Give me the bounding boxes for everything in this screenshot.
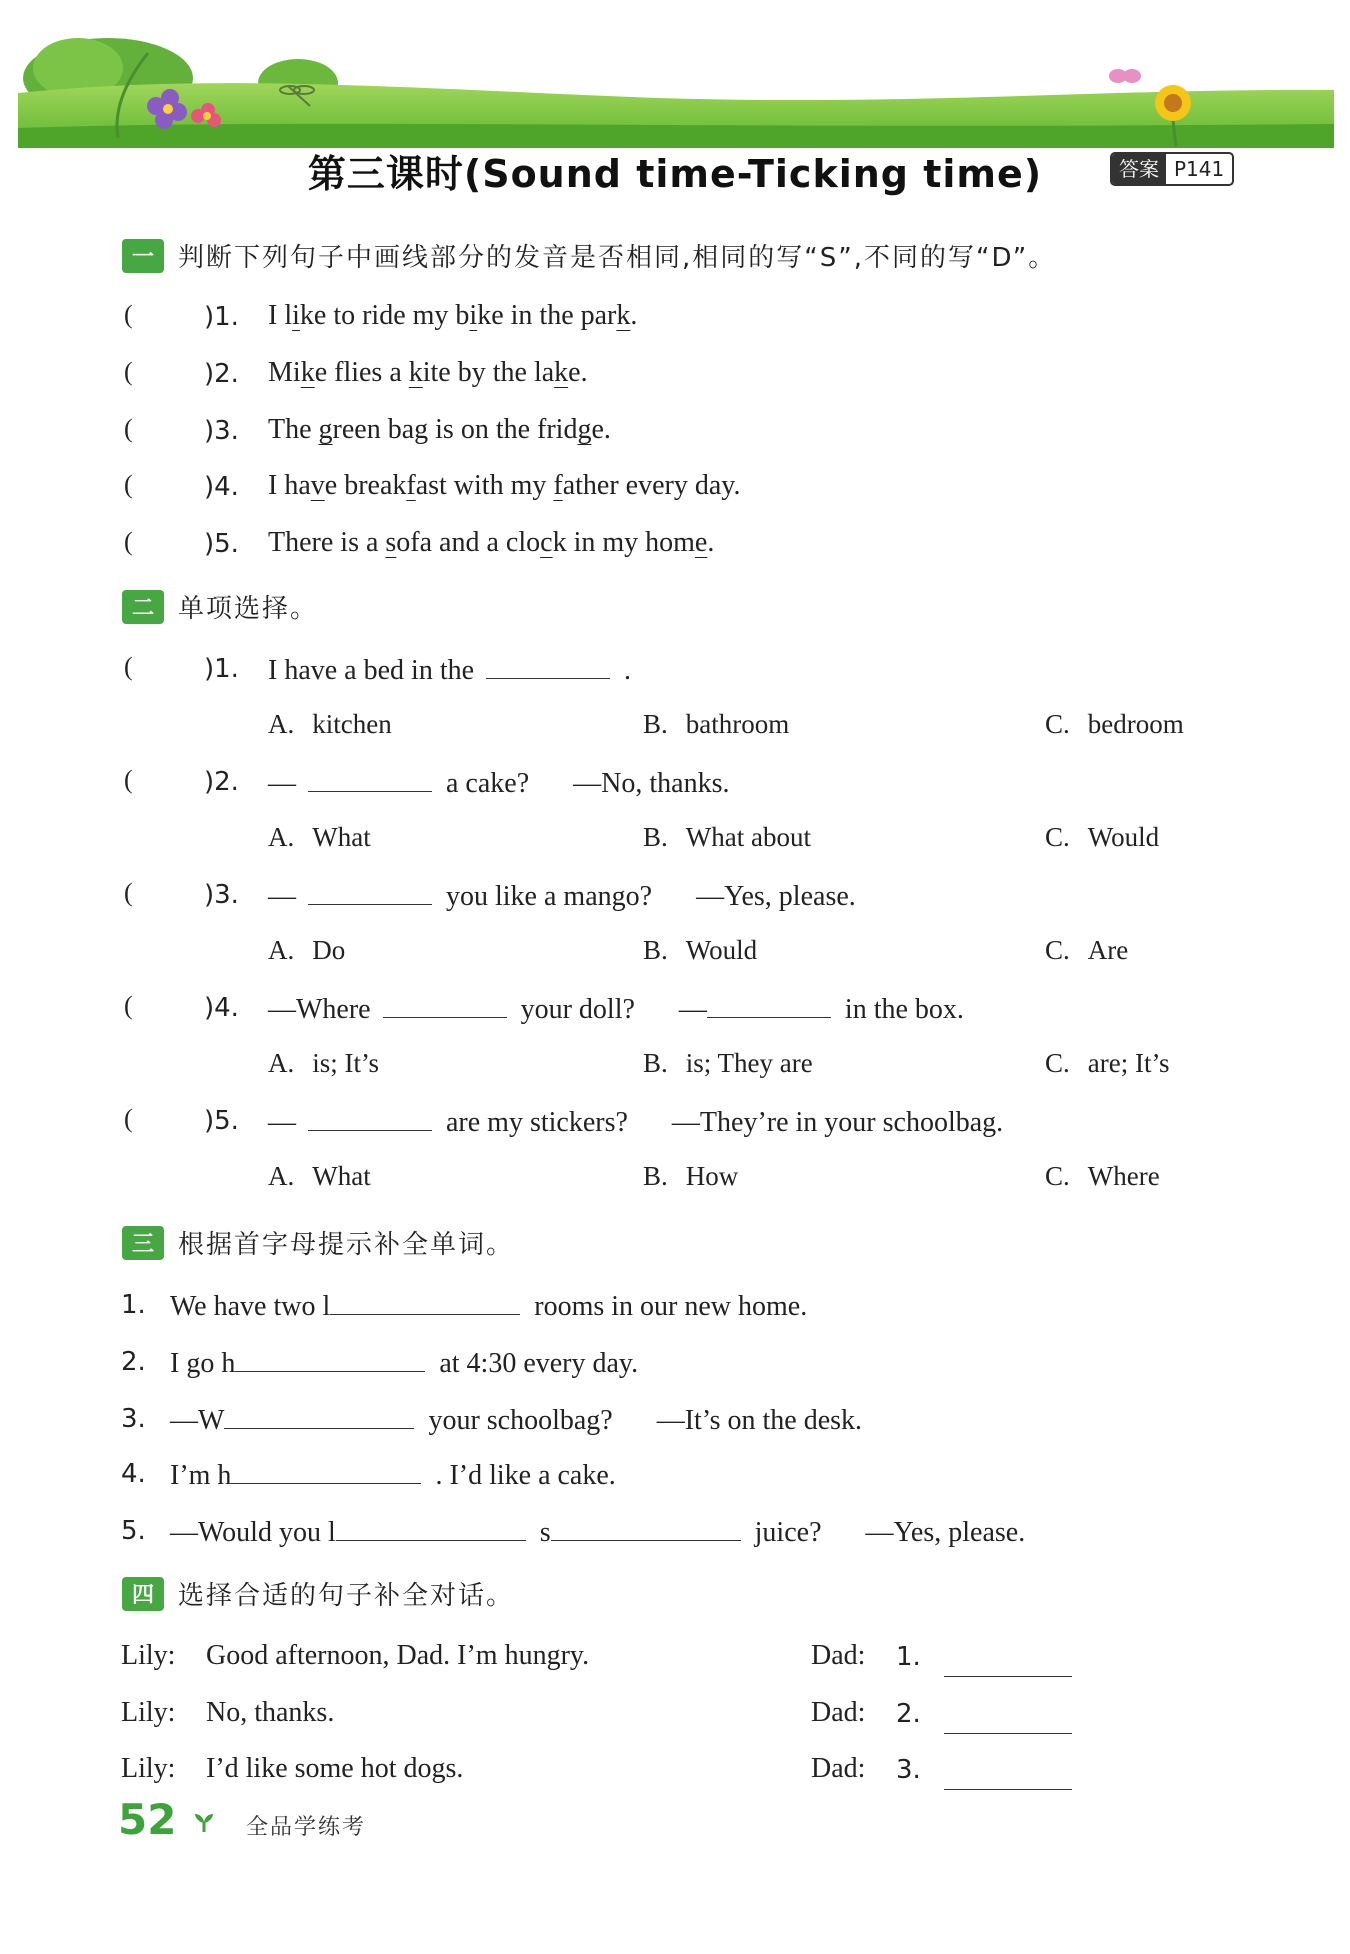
option-b[interactable] — [643, 1161, 738, 1192]
item-suffix: . I’d like a cake. — [435, 1460, 616, 1491]
dialogue-blank[interactable] — [944, 1733, 1072, 1734]
answer-blank[interactable] — [308, 765, 432, 792]
underlined-letter: k — [554, 357, 569, 388]
section-4-header — [122, 1575, 514, 1612]
answer-page: P141 — [1174, 157, 1225, 181]
dialogue-line: I’d like some hot dogs. — [206, 1753, 464, 1784]
underlined-letter: i — [292, 300, 300, 331]
question-text — [268, 991, 964, 1026]
option-c[interactable] — [1045, 1048, 1169, 1079]
section-1-title: 判断下列句子中画线部分的发音是否相同,相同的写“S”,不同的写“D”。 — [178, 243, 1057, 273]
item-mid: s — [539, 1517, 551, 1548]
item-prefix: I’m h — [170, 1460, 232, 1491]
question-text — [268, 1104, 1003, 1139]
underlined-letter: f — [406, 470, 416, 501]
option-text: kitchen — [312, 709, 392, 739]
section-3-title: 根据首字母提示补全单词。 — [178, 1230, 515, 1260]
answer-paren[interactable]: ( — [124, 878, 133, 907]
option-letter: A. — [268, 1161, 295, 1191]
dialogue-number: 3. — [896, 1755, 921, 1785]
reply-text: —Yes, please. — [865, 1517, 1026, 1548]
answer-paren[interactable]: ( — [124, 414, 133, 443]
option-text: How — [685, 1161, 739, 1191]
word-blank-2[interactable] — [551, 1514, 741, 1541]
question-number: )4. — [204, 993, 239, 1023]
answer-blank[interactable] — [308, 1104, 432, 1131]
option-a[interactable] — [268, 822, 371, 853]
question-text — [268, 652, 631, 687]
item-prefix: —W — [170, 1405, 225, 1436]
option-text: Are — [1087, 935, 1129, 965]
text-fragment: ke to ride my b — [299, 300, 470, 331]
dialogue-line: Good afternoon, Dad. I’m hungry. — [206, 1640, 590, 1671]
option-letter: A. — [268, 1048, 295, 1078]
section-3-header — [122, 1224, 514, 1261]
text-fragment: I l — [268, 300, 293, 331]
option-b[interactable] — [643, 935, 757, 966]
item-number: 3. — [121, 1404, 146, 1434]
item-text — [170, 1457, 616, 1492]
item-number: 1. — [121, 1290, 146, 1320]
underlined-letter: f — [553, 470, 563, 501]
question-prefix: — — [268, 1107, 296, 1138]
option-letter: A. — [268, 822, 295, 852]
word-blank[interactable] — [224, 1402, 414, 1429]
section-1-number: 一 — [122, 239, 164, 273]
dialogue-speaker-dad: Dad: — [811, 1697, 866, 1728]
option-letter: C. — [1045, 1161, 1070, 1191]
text-fragment: I ha — [268, 470, 311, 501]
question-number: )2. — [204, 359, 239, 389]
underlined-letter: s — [385, 527, 397, 558]
question-text — [268, 878, 856, 913]
reply-text: —They’re in your schoolbag. — [671, 1107, 1004, 1138]
item-number: 2. — [121, 1347, 146, 1377]
dialogue-blank[interactable] — [944, 1676, 1072, 1677]
option-text: bedroom — [1087, 709, 1184, 739]
text-fragment: e break — [324, 470, 407, 501]
butterfly-icon — [1109, 69, 1141, 83]
underlined-letter: v — [310, 470, 325, 501]
text-fragment: e. — [568, 357, 588, 388]
answer-blank[interactable] — [486, 652, 610, 679]
option-text: Would — [1087, 822, 1160, 852]
question-number: )5. — [204, 529, 239, 559]
text-fragment: k in my hom — [552, 527, 695, 558]
option-text: is; It’s — [312, 1048, 380, 1078]
option-b[interactable] — [643, 709, 789, 740]
text-fragment: . — [707, 527, 715, 558]
option-c[interactable] — [1045, 935, 1128, 966]
page-number: 52 — [118, 1795, 177, 1844]
question-text — [268, 470, 740, 502]
text-fragment: ite by the la — [422, 357, 555, 388]
item-suffix: at 4:30 every day. — [439, 1348, 639, 1379]
option-text: What — [312, 822, 371, 852]
option-a[interactable] — [268, 1048, 379, 1079]
question-number: )4. — [204, 472, 239, 502]
option-letter: C. — [1045, 1048, 1070, 1078]
answer-blank[interactable] — [308, 878, 432, 905]
answer-paren[interactable]: ( — [124, 357, 133, 386]
text-fragment: ofa and a clo — [396, 527, 541, 558]
word-blank[interactable] — [235, 1345, 425, 1372]
answer-paren[interactable]: ( — [124, 652, 133, 681]
option-text: bathroom — [685, 709, 790, 739]
section-2-title: 单项选择。 — [178, 594, 319, 624]
answer-paren[interactable]: ( — [124, 527, 133, 556]
option-letter: C. — [1045, 935, 1070, 965]
question-prefix: I have a bed in the — [268, 655, 475, 686]
section-4-title: 选择合适的句子补全对话。 — [178, 1581, 515, 1611]
answer-badge — [1110, 152, 1234, 186]
question-number: )1. — [204, 654, 239, 684]
option-letter: B. — [643, 1048, 668, 1078]
reply-prefix: — — [678, 994, 707, 1025]
word-blank[interactable] — [231, 1457, 421, 1484]
item-suffix: rooms in our new home. — [534, 1291, 808, 1322]
question-text — [268, 414, 611, 446]
question-number: )2. — [204, 767, 239, 797]
text-fragment: ast with my — [415, 470, 554, 501]
underlined-letter: e — [694, 527, 708, 558]
reply-suffix: in the box. — [844, 994, 964, 1025]
dialogue-speaker: Lily: — [121, 1697, 176, 1728]
word-blank[interactable] — [336, 1514, 526, 1541]
question-suffix: your doll? — [520, 994, 635, 1025]
question-text — [268, 765, 729, 800]
text-fragment: There is a — [268, 527, 386, 558]
option-letter: B. — [643, 709, 668, 739]
option-a[interactable] — [268, 709, 392, 740]
answer-paren[interactable]: ( — [124, 991, 133, 1020]
option-a[interactable] — [268, 935, 345, 966]
underlined-letter: k — [616, 300, 631, 331]
question-number: )3. — [204, 416, 239, 446]
question-prefix: — — [268, 768, 296, 799]
question-suffix: . — [624, 655, 632, 686]
text-fragment: e. — [591, 414, 611, 445]
dialogue-speaker: Lily: — [121, 1640, 176, 1671]
option-letter: B. — [643, 935, 668, 965]
answer-label: 答案 — [1112, 154, 1166, 184]
dialogue-speaker-dad: Dad: — [811, 1753, 866, 1784]
option-c[interactable] — [1045, 709, 1184, 740]
item-number: 4. — [121, 1459, 146, 1489]
word-blank[interactable] — [330, 1288, 520, 1315]
option-letter: A. — [268, 709, 295, 739]
sprout-icon — [192, 1812, 216, 1834]
question-number: )5. — [204, 1106, 239, 1136]
underlined-letter: g — [577, 414, 592, 445]
option-c[interactable] — [1045, 1161, 1160, 1192]
section-2-number: 二 — [122, 590, 164, 624]
question-number: )3. — [204, 880, 239, 910]
item-suffix: juice? — [754, 1517, 822, 1548]
dialogue-line: No, thanks. — [206, 1697, 335, 1728]
option-text: What — [312, 1161, 371, 1191]
option-letter: C. — [1045, 822, 1070, 852]
option-a[interactable] — [268, 1161, 371, 1192]
item-prefix: We have two l — [170, 1291, 331, 1322]
answer-paren[interactable]: ( — [124, 765, 133, 794]
dialogue-speaker-dad: Dad: — [811, 1640, 866, 1671]
question-suffix: are my stickers? — [446, 1107, 628, 1138]
section-3-number: 三 — [122, 1226, 164, 1260]
option-letter: C. — [1045, 709, 1070, 739]
answer-paren[interactable]: ( — [124, 470, 133, 499]
item-text — [170, 1514, 1025, 1549]
section-4-number: 四 — [122, 1577, 164, 1611]
item-prefix: I go h — [170, 1348, 236, 1379]
text-fragment: ather every day. — [562, 470, 741, 501]
reply-text: —It’s on the desk. — [656, 1405, 863, 1436]
text-fragment: Mi — [268, 357, 301, 388]
answer-paren[interactable]: ( — [124, 1104, 133, 1133]
dialogue-blank[interactable] — [944, 1789, 1072, 1790]
dialogue-number: 1. — [896, 1642, 921, 1672]
question-prefix: —Where — [268, 994, 371, 1025]
item-text — [170, 1345, 638, 1380]
option-letter: B. — [643, 1161, 668, 1191]
underlined-letter: g — [318, 414, 333, 445]
page-title: 第三课时(Sound time-Ticking time) — [307, 152, 1043, 196]
item-text — [170, 1402, 862, 1437]
dialogue-speaker: Lily: — [121, 1753, 176, 1784]
option-letter: B. — [643, 822, 668, 852]
option-text: is; They are — [685, 1048, 813, 1078]
text-fragment: reen bag is on the frid — [332, 414, 578, 445]
option-text: are; It’s — [1087, 1048, 1170, 1078]
reply-text: —No, thanks. — [573, 768, 730, 799]
reply-text: —Yes, please. — [696, 881, 856, 912]
option-c[interactable] — [1045, 822, 1159, 853]
answer-blank[interactable] — [383, 991, 507, 1018]
header-banner-illustration — [18, 18, 1334, 148]
text-fragment: ke in the par — [477, 300, 617, 331]
option-text: Do — [312, 935, 346, 965]
brand-name: 全品学练考 — [246, 1815, 367, 1840]
question-prefix: — — [268, 881, 296, 912]
item-prefix: —Would you l — [170, 1517, 336, 1548]
text-fragment: The — [268, 414, 319, 445]
question-text — [268, 527, 714, 559]
dialogue-number: 2. — [896, 1699, 921, 1729]
item-text — [170, 1288, 807, 1323]
question-number: )1. — [204, 302, 239, 332]
option-b[interactable] — [643, 1048, 813, 1079]
item-suffix: your schoolbag? — [428, 1405, 613, 1436]
option-letter: A. — [268, 935, 295, 965]
question-text — [268, 300, 637, 332]
underlined-letter: i — [469, 300, 478, 331]
underlined-letter: k — [300, 357, 315, 388]
answer-paren[interactable]: ( — [124, 300, 133, 329]
text-fragment: . — [630, 300, 638, 331]
underlined-letter: k — [408, 357, 423, 388]
underlined-letter: c — [540, 527, 553, 558]
section-1-header — [122, 237, 1056, 274]
option-text: Where — [1087, 1161, 1160, 1191]
question-text — [268, 357, 588, 389]
section-2-header — [122, 588, 318, 625]
question-suffix: a cake? — [446, 768, 530, 799]
item-number: 5. — [121, 1516, 146, 1546]
option-b[interactable] — [643, 822, 811, 853]
question-suffix: you like a mango? — [446, 881, 653, 912]
option-text: Would — [685, 935, 758, 965]
reply-blank[interactable] — [707, 991, 831, 1018]
option-text: What about — [685, 822, 811, 852]
text-fragment: e flies a — [314, 357, 409, 388]
